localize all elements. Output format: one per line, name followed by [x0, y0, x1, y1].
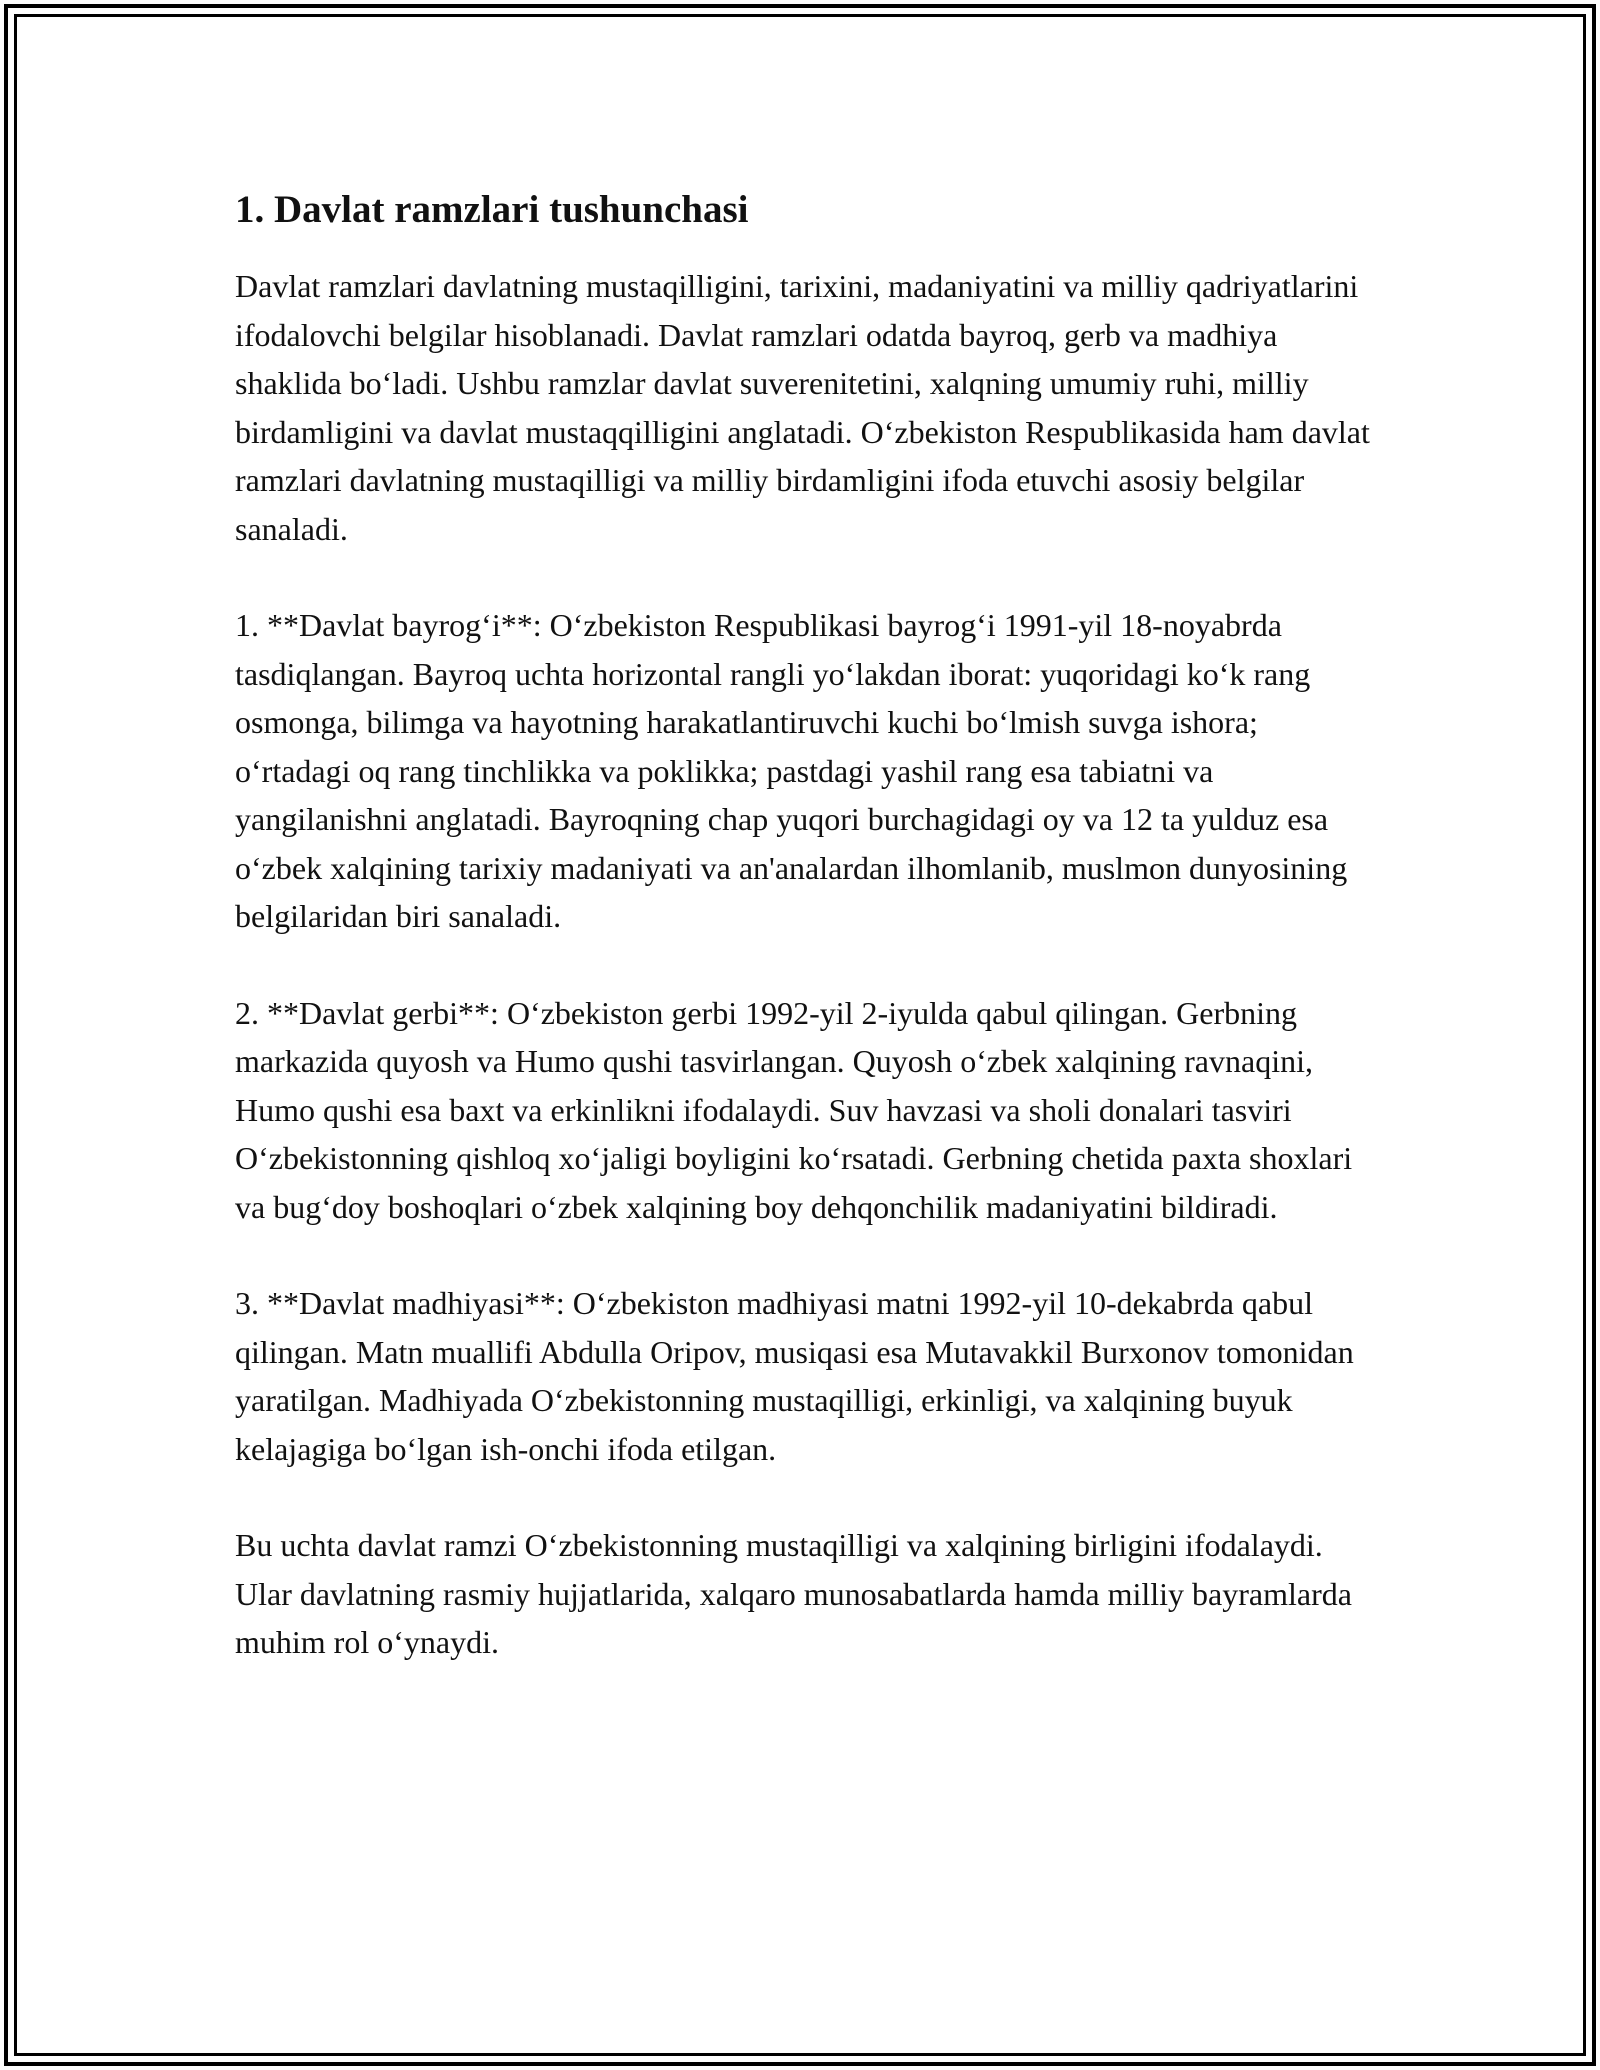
intro-paragraph: Davlat ramzlari davlatning mustaqilligini, tarixini, madaniyatini va milliy qadriyatlarini ifodalovchi belgilar hisoblanadi. Davlat ramzlari odatda bayroq, gerb va madhiya shaklida bo‘ladi. Ushbu ramzlar davlat suverenitetini, xalqning umumiy ruhi, milliy birdamligini va davlat mustaqqilligini anglatadi. O‘zbekiston Respublikasida ham davlat ramzlari davlatning mustaqilligi va milliy birdamligini ifoda etuvchi asosiy belgilar sanaladi.: [235, 268, 1370, 547]
flag-paragraph: 1. **Davlat bayrog‘i**: O‘zbekiston Respublikasi bayrog‘i 1991-yil 18-noyabrda tasdiqlangan. Bayroq uchta horizontal rangli yo‘lakdan iborat: yuqoridagi ko‘k rang osmonga, bilimga va hayotning harakatlantiruvchi kuchi bo‘lmish suvga ishora; o‘rtadagi oq rang tinchlikka va poklikka; pastdagi yashil rang esa tabiatni va yangilanishni anglatadi. Bayroqning chap yuqori burchagidagi oy va 12 ta yulduz esa o‘zbek xalqining tarixiy madaniyati va an'analardan ilhomlanib, muslmon dunyosining belgilaridan biri sanaladi.: [235, 607, 1348, 934]
emblem-paragraph: 2. **Davlat gerbi**: O‘zbekiston gerbi 1992-yil 2-iyulda qabul qilingan. Gerbning markazida quyosh va Humo qushi tasvirlangan. Quyosh o‘zbek xalqining ravnaqini, Humo qushi esa baxt va erkinlikni ifodalaydi. Suv havzasi va sholi donalari tasviri O‘zbekistonning qishloq xo‘jaligi boyligini ko‘rsatadi. Gerbning chetida paxta shoxlari va bug‘doy boshoqlari o‘zbek xalqining boy dehqonchilik madaniyatini bildiradi.: [235, 994, 1353, 1225]
anthem-paragraph: 3. **Davlat madhiyasi**: O‘zbekiston madhiyasi matni 1992-yil 10-dekabrda qabul qilingan. Matn muallifi Abdulla Oripov, musiqasi esa Mutavakkil Burxonov tomonidan yaratilgan. Madhiyada O‘zbekistonning mustaqilligi, erkinligi, va xalqining buyuk kelajagiga bo‘lgan ish-onchi ifoda etilgan.: [235, 1285, 1354, 1467]
document-body: [235, 186, 1375, 1715]
section-heading: 1. Davlat ramzlari tushunchasi: [235, 188, 749, 231]
conclusion-paragraph: Bu uchta davlat ramzi O‘zbekistonning mustaqilligi va xalqining birligini ifodalaydi. Ular davlatning rasmiy hujjatlarida, xalqaro munosabatlarda hamda milliy bayramlarda muhim rol o‘ynaydi.: [235, 1527, 1352, 1660]
